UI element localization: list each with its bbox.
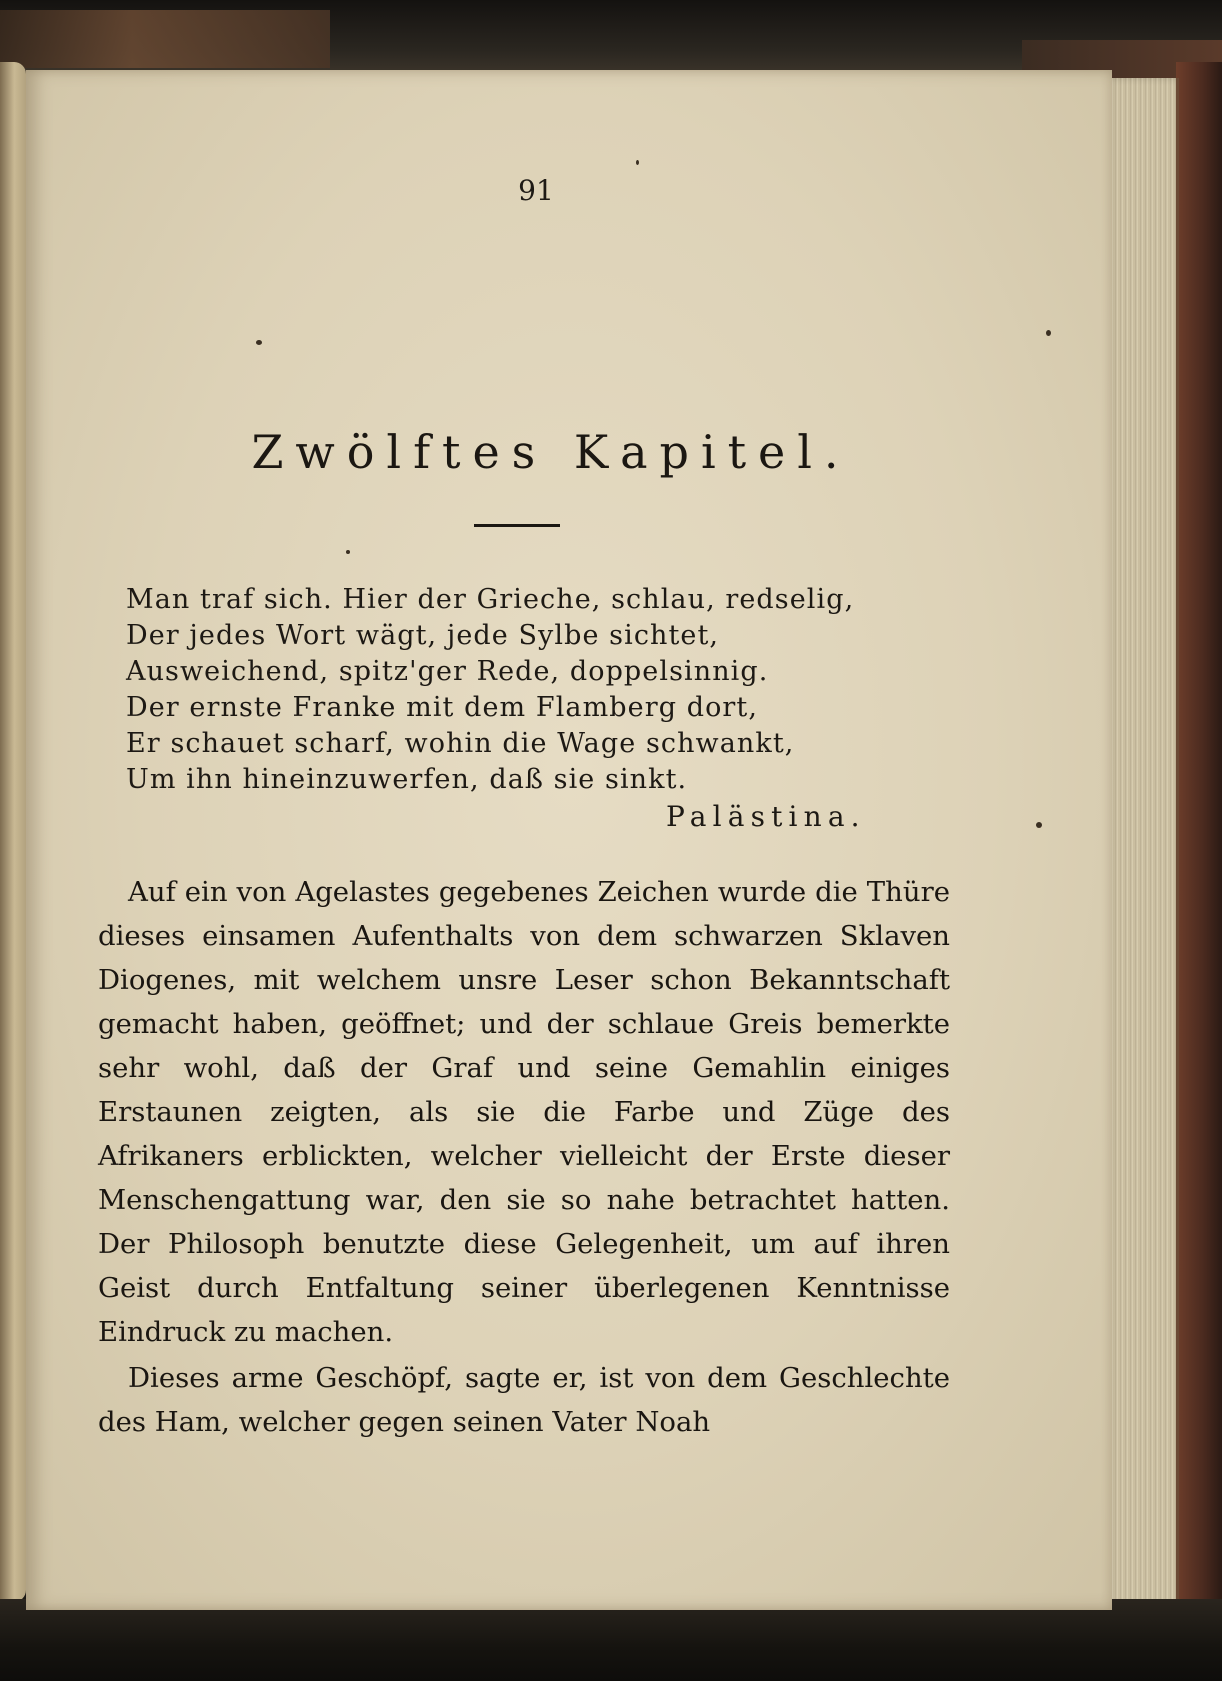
body-text [98,870,950,1444]
paper-speck [1036,822,1042,828]
paper-speck [1046,330,1051,336]
epigraph-line: Man traf sich. Hier der Grieche, schlau, redselig, [126,584,855,615]
epigraph-line: Ausweichend, spitz'ger Rede, doppelsinnig. [126,656,769,687]
paper-speck [636,160,639,165]
epigraph-line: Um ihn hineinzuwerfen, daß sie sinkt. [126,764,688,795]
chapter-title: Zwölftes Kapitel. [251,425,851,479]
book-cover-leather [0,10,330,68]
paper-speck [256,340,262,345]
title-rule [474,524,560,527]
epigraph [126,582,946,798]
paragraph: Auf ein von Agelastes gegebenes Zeichen wurde die Thüre dieses einsamen Aufenthalts von dem schwarzen Sklaven Diogenes, mit welchem unsre Leser schon Bekanntschaft gemacht haben, geöffnet; und der schlaue Greis bemerkte sehr wohl, daß der Graf und seine Gemahlin einiges Erstaunen zeigten, als sie die Farbe und Züge des Afrikaners erblickten, welcher vielleicht der Erste dieser Menschengattung war, den sie so nahe betrachtet hatten. Der Philosoph benutzte diese Gelegenheit, um auf ihren Geist durch Entfaltung seiner überlegenen Kenntnisse Eindruck zu machen. [98,876,950,1348]
epigraph-line: Er schauet scharf, wohin die Wage schwankt, [126,728,795,759]
page-block-edges [1104,78,1179,1606]
epigraph-line: Der jedes Wort wägt, jede Sylbe sichtet, [126,620,720,651]
book-cover-right [1176,62,1222,1622]
facing-page-edge [0,62,26,1602]
paper-speck [346,550,350,554]
page-number: 91 [518,174,554,207]
book-page [26,70,1112,1610]
epigraph-line: Der ernste Franke mit dem Flamberg dort, [126,692,759,723]
epigraph-source: Palästina. [666,800,866,833]
book-cover-bottom [0,1599,1222,1681]
paragraph: Dieses arme Geschöpf, sagte er, ist von dem Geschlechte des Ham, welcher gegen seinen Vater Noah [98,1362,950,1438]
